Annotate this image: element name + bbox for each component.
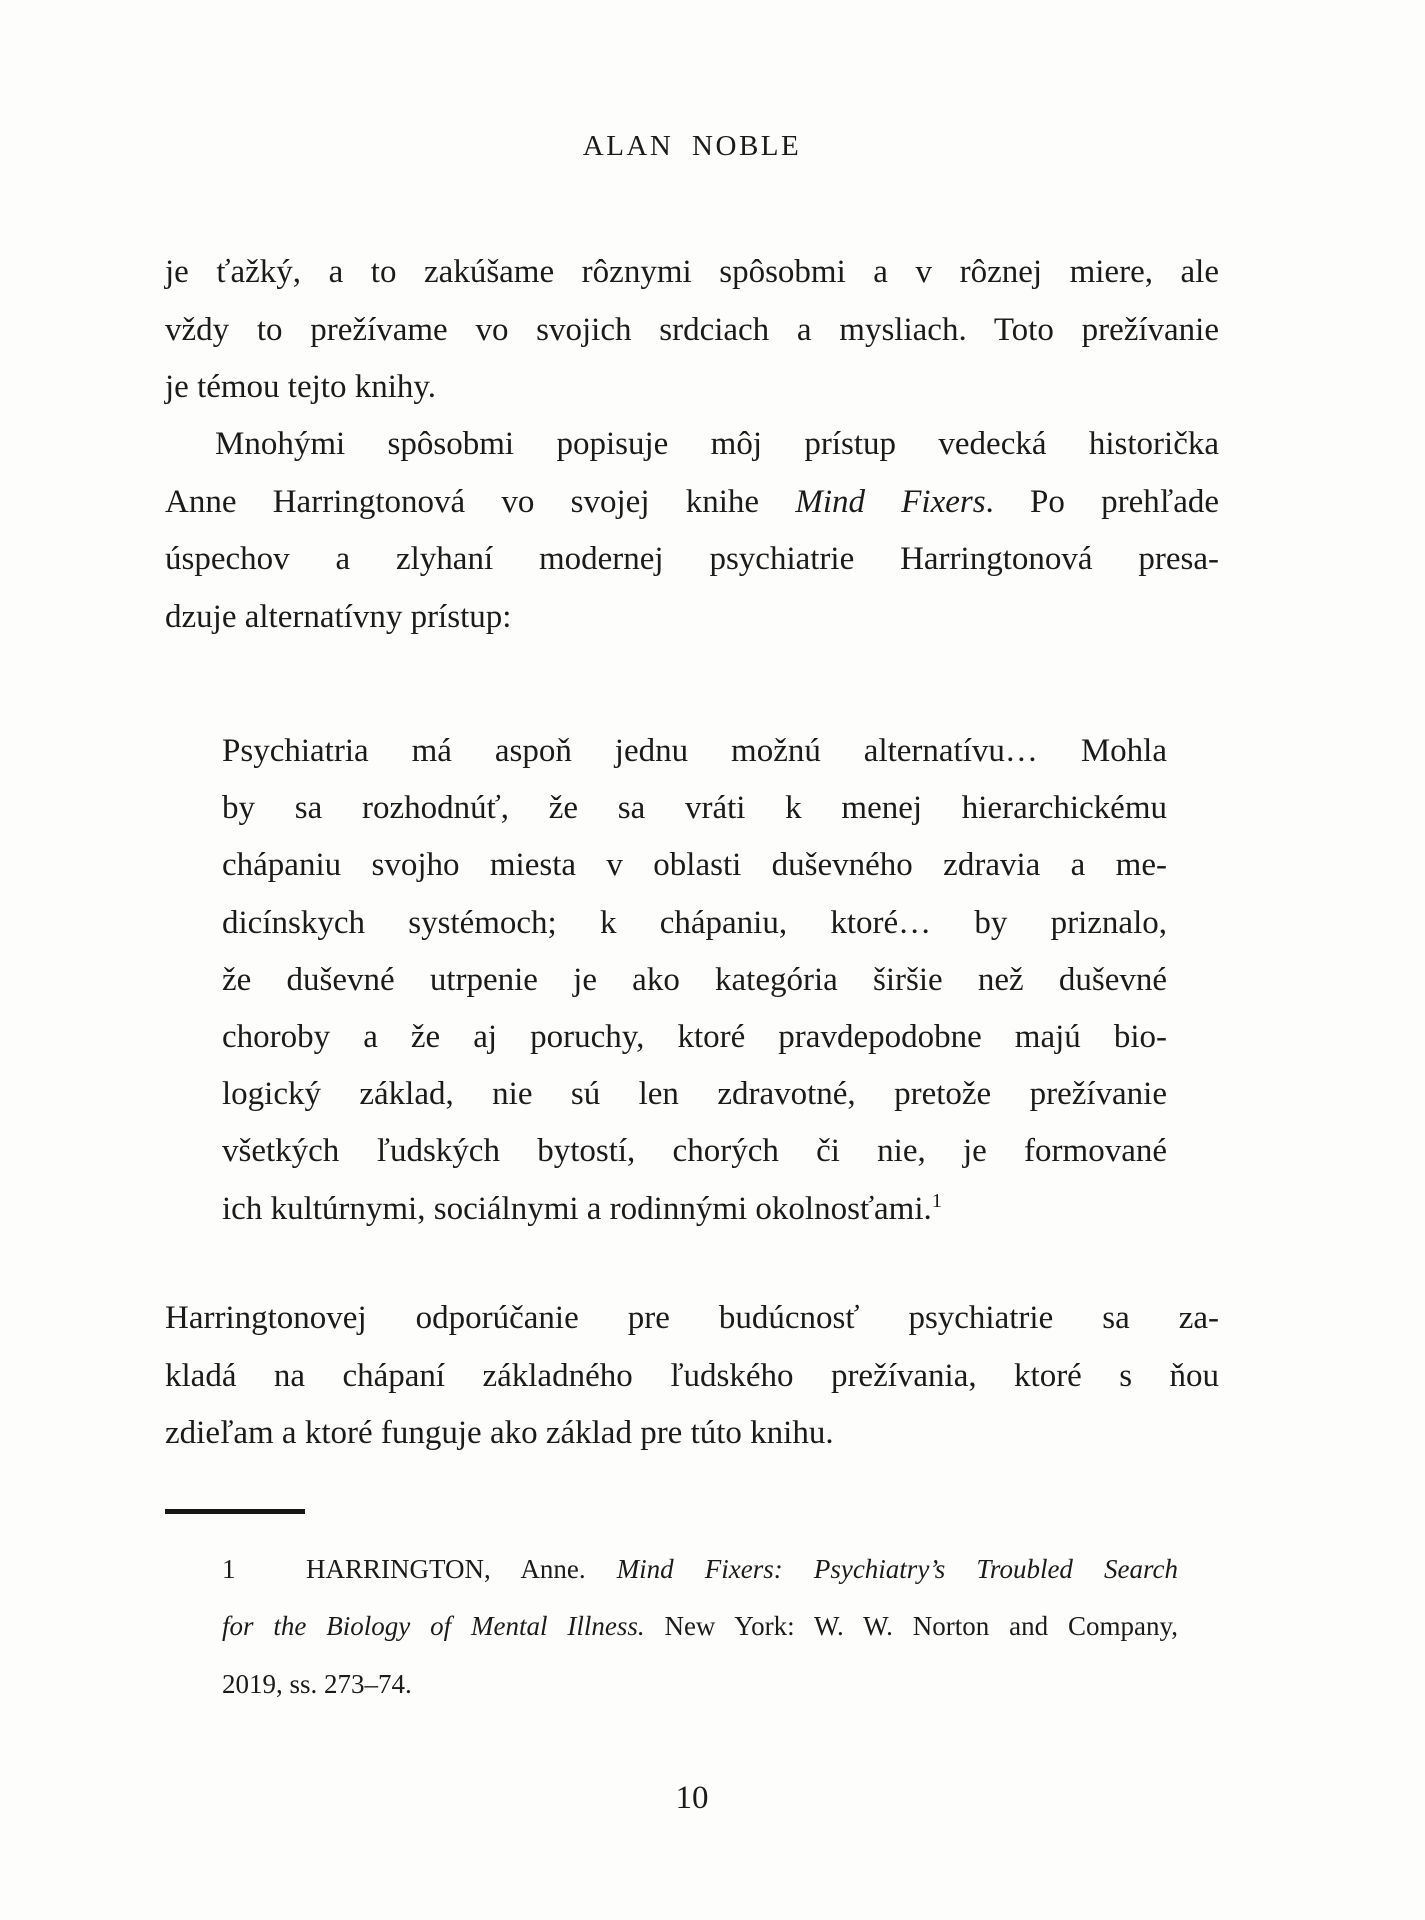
footnote-reference: 1 bbox=[931, 1189, 942, 1212]
text-segment: ich kultúrnymi, sociálnymi a rodinnými okolnosťami. bbox=[222, 1190, 932, 1227]
book-title: Mind Fixers bbox=[795, 483, 986, 520]
text-segment: New York: W. W. Norton and Company, bbox=[644, 1611, 1178, 1642]
running-header bbox=[165, 130, 1219, 162]
text-segment: HARRINGTON, Anne. bbox=[306, 1554, 617, 1584]
book-title: Mind Fixers: Psychiatry’s Troubled Search bbox=[616, 1554, 1178, 1584]
text-line: Psychiatria má aspoň jednu možnú alternatívu… Mohla bbox=[222, 733, 1167, 769]
footnote bbox=[222, 1541, 1178, 1713]
text-line: chápaniu svojho miesta v oblasti duševného zdravia a me- bbox=[222, 847, 1167, 884]
text-line: dzuje alternatívny prístup: bbox=[165, 598, 512, 635]
text-segment: . Po prehľade bbox=[985, 483, 1219, 520]
text-line: je ťažký, a to zakúšame rôznymi spôsobmi a v rôznej miere, ale bbox=[165, 254, 1219, 290]
text-line: by sa rozhodnúť, že sa vráti k menej hierarchickému bbox=[222, 790, 1167, 827]
text-line bbox=[222, 1598, 1178, 1655]
text-line: kladá na chápaní základného ľudského prežívania, ktoré s ňou bbox=[165, 1357, 1219, 1394]
author-name: ALAN NOBLE bbox=[582, 130, 802, 162]
paragraph-3 bbox=[165, 1290, 1219, 1463]
text-line: že duševné utrpenie je ako kategória širšie než duševné bbox=[222, 961, 1167, 998]
page-number: 10 bbox=[675, 1780, 709, 1816]
footnote-number: 1 bbox=[222, 1554, 236, 1584]
block-quote bbox=[222, 723, 1167, 1238]
text-line: dicínskych systémoch; k chápaniu, ktoré… by priznalo, bbox=[222, 904, 1167, 941]
text-line bbox=[222, 1541, 1178, 1598]
text-line: zdieľam a ktoré funguje ako základ pre túto knihu. bbox=[165, 1415, 834, 1452]
text-line: Mnohými spôsobmi popisuje môj prístup vedecká historička bbox=[215, 426, 1219, 462]
text-segment: Anne Harringtonová vo svojej knihe bbox=[165, 483, 796, 520]
text-line: Harringtonovej odporúčanie pre budúcnosť psychiatrie sa za- bbox=[165, 1300, 1219, 1336]
paragraph-2 bbox=[165, 416, 1219, 646]
paragraph-1 bbox=[165, 244, 1219, 417]
text-line: choroby a že aj poruchy, ktoré pravdepodobne majú bio- bbox=[222, 1019, 1167, 1056]
text-line: úspechov a zlyhaní modernej psychiatrie Harringtonová presa- bbox=[165, 541, 1219, 578]
text-line bbox=[222, 1181, 1167, 1238]
text-line: 2019, ss. 273–74. bbox=[222, 1668, 412, 1699]
footnote-rule bbox=[165, 1509, 305, 1514]
text-line: je témou tejto knihy. bbox=[165, 369, 436, 406]
text-line: vždy to prežívame vo svojich srdciach a mysliach. Toto prežívanie bbox=[165, 311, 1219, 348]
text-line bbox=[165, 474, 1219, 532]
text-line: všetkých ľudských bytostí, chorých či nie, je formované bbox=[222, 1133, 1167, 1170]
text-line: logický základ, nie sú len zdravotné, pretože prežívanie bbox=[222, 1076, 1167, 1113]
book-title: for the Biology of Mental Illness. bbox=[222, 1611, 645, 1642]
